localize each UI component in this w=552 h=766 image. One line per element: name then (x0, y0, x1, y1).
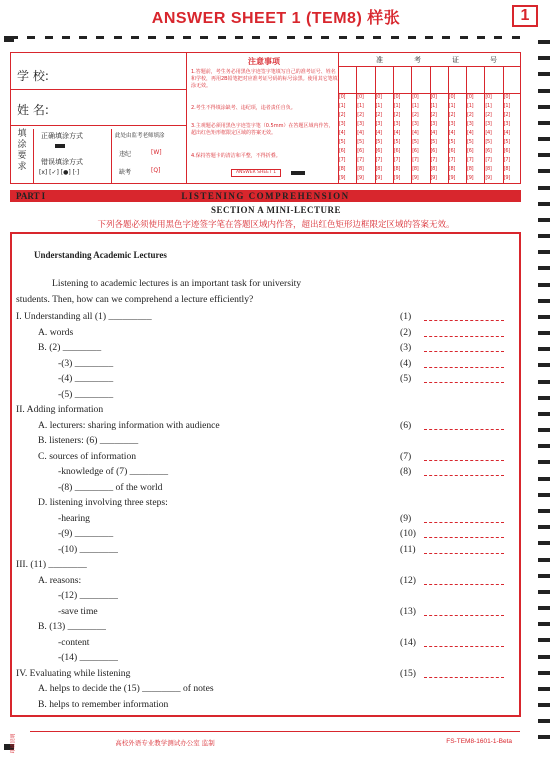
id-digit-bubble[interactable]: [2] (467, 112, 474, 118)
violation-bubble[interactable]: [W] (151, 149, 162, 156)
timing-mark (538, 72, 550, 76)
id-digit-column (467, 93, 485, 183)
answer-number: (13) (400, 605, 416, 617)
outline-line: II. Adding information (16, 404, 104, 415)
id-digit-bubble[interactable]: [6] (339, 148, 346, 154)
id-digit-bubble[interactable]: [3] (503, 121, 510, 127)
id-digit-bubble[interactable]: [4] (357, 130, 364, 136)
timing-mark (538, 735, 550, 739)
id-digit-bubble[interactable]: [6] (412, 148, 419, 154)
timing-mark (321, 36, 329, 39)
timing-mark (408, 36, 416, 39)
timing-mark (538, 105, 550, 109)
outline-line: -(4) ________ (58, 373, 114, 384)
timing-mark (538, 622, 550, 626)
notice-item-3: 3.主观题必须用黑色字迹签字笔（0.5mm）在答题区域内作答，超出红色矩形框限定区域的答案无效。 (191, 123, 334, 136)
sheet-mark (291, 171, 305, 175)
id-digit-bubble[interactable]: [3] (467, 121, 474, 127)
outline-line: -(10) ________ (58, 543, 118, 555)
id-digit-bubble[interactable]: [4] (430, 130, 437, 136)
exam-id-grid (338, 53, 521, 184)
timing-mark (538, 169, 550, 173)
timing-mark (425, 36, 433, 39)
absent-label: 缺考 (119, 169, 132, 176)
absent-bubble[interactable]: [Q] (151, 167, 161, 174)
answer-number: (4) (400, 357, 412, 369)
id-digit-bubble[interactable]: [5] (503, 139, 510, 145)
answer-number: (9) (400, 512, 412, 524)
timing-mark (131, 36, 139, 39)
id-digit-bubble[interactable]: [3] (357, 121, 364, 127)
outline-line: -(5) ________ (58, 388, 114, 400)
id-digit-bubble[interactable]: [3] (393, 121, 401, 127)
id-digit-bubble[interactable]: [4] (485, 130, 492, 136)
outline-line: -content (58, 636, 90, 648)
id-digit-bubble[interactable]: [7] (430, 157, 437, 163)
id-digit-bubble[interactable]: [6] (393, 148, 401, 154)
id-digit-bubble[interactable]: [6] (357, 148, 364, 154)
footer-code: FS-TEM8-1601-1-Beta (446, 738, 512, 745)
timing-mark (62, 36, 70, 39)
id-digit-bubble[interactable]: [7] (339, 157, 346, 163)
timing-mark (538, 412, 550, 416)
part-label: PART I (16, 191, 46, 201)
id-digit-bubble[interactable]: [2] (430, 112, 437, 118)
timing-mark (373, 36, 381, 39)
timing-mark (538, 671, 550, 675)
id-digit-column (394, 93, 412, 183)
answer-instruction: 下列各题必须使用黑色字迹签字笔在答题区域内作答，超出红色矩形边框限定区域的答案无效。 (97, 220, 455, 230)
timing-mark (512, 36, 520, 39)
id-digit-bubble[interactable]: [8] (375, 166, 382, 172)
fill-requirements (11, 127, 186, 184)
answer-number: (3) (400, 342, 412, 353)
id-digit-bubble[interactable]: [1] (375, 103, 382, 109)
id-digit-bubble[interactable]: [8] (503, 166, 510, 172)
footer-side-note: 印刷说明 (10, 733, 17, 754)
timing-mark (538, 396, 550, 400)
outline-line: -(14) ________ (58, 652, 118, 663)
id-digit-bubble[interactable]: [0] (503, 94, 510, 100)
id-digit-bubble[interactable]: [9] (485, 175, 492, 181)
id-digit-bubble[interactable]: [3] (339, 121, 346, 127)
lecture-heading: Understanding Academic Lectures (34, 250, 167, 260)
notice-item-1: 1.答题前，考生务必用黑色字迹签字笔填写自己的准考证号、姓名和学校，再用2B铅笔把对应准考证号码的标号涂黑。使用其它笔填涂无效。 (191, 69, 338, 89)
id-digit-bubble[interactable]: [5] (467, 139, 474, 145)
id-digit-bubble[interactable]: [9] (375, 175, 382, 181)
timing-mark (538, 493, 550, 497)
correct-method-label: 正确填涂方式 (41, 132, 83, 140)
answer-number: (14) (400, 636, 416, 648)
id-digit-bubble[interactable]: [8] (485, 166, 492, 172)
candidate-info-box (10, 52, 521, 184)
timing-mark (538, 331, 550, 335)
answer-blank[interactable] (424, 522, 504, 523)
id-digit-bubble[interactable]: [9] (339, 175, 346, 181)
timing-mark (538, 655, 550, 659)
timing-mark (218, 36, 226, 39)
id-digit-bubble[interactable]: [4] (339, 130, 346, 136)
id-digit-bubble[interactable]: [3] (430, 121, 437, 127)
timing-mark (538, 477, 550, 481)
timing-mark (538, 56, 550, 60)
id-digit-bubble[interactable]: [0] (393, 94, 401, 100)
id-digit-column (339, 93, 357, 183)
id-digit-bubble[interactable]: [8] (448, 166, 455, 172)
id-digit-column (357, 93, 375, 183)
answer-region (10, 232, 521, 717)
timing-mark (538, 315, 550, 319)
timing-mark (538, 121, 550, 125)
id-digit-bubble[interactable]: [8] (339, 166, 346, 172)
answer-sheet-badge: ANSWER SHEET 1 (231, 169, 281, 177)
timing-mark (538, 687, 550, 691)
id-digit-bubble[interactable]: [1] (448, 103, 455, 109)
outline-line: -(3) ________ (58, 357, 114, 369)
answer-number: (1) (400, 311, 412, 322)
timing-mark (538, 89, 550, 93)
outline-line: B. listeners: (6) ________ (38, 435, 139, 446)
timing-mark (538, 719, 550, 723)
timing-mark (538, 444, 550, 448)
id-digit-bubble[interactable]: [1] (339, 103, 346, 109)
wrong-mark-samples: [x] [✓] [●] [·] (39, 169, 80, 176)
id-digit-bubble[interactable]: [9] (503, 175, 510, 181)
corner-mark (4, 36, 14, 42)
id-digit-column (376, 93, 394, 183)
fill-req-label: 填涂要求 (17, 129, 27, 172)
part-header-bar (10, 190, 521, 202)
id-digit-bubble[interactable]: [6] (375, 148, 382, 154)
timing-mark (339, 36, 347, 39)
id-digit-bubble[interactable]: [4] (393, 130, 401, 136)
answer-number: (11) (400, 543, 416, 555)
id-digit-bubble[interactable]: [5] (448, 139, 455, 145)
part-title: LISTENING COMPREHENSION (181, 191, 350, 201)
id-digit-bubble[interactable]: [2] (375, 112, 382, 118)
id-digit-bubble[interactable]: [2] (485, 112, 492, 118)
id-header-2: 考 (414, 56, 421, 64)
correct-mark-sample (55, 144, 65, 148)
id-digit-bubble[interactable]: [7] (448, 157, 455, 163)
timing-mark (538, 40, 550, 44)
id-digit-bubble[interactable]: [0] (375, 94, 382, 100)
section-title: SECTION A MINI-LECTURE (210, 205, 342, 215)
id-digit-bubble[interactable]: [9] (357, 175, 364, 181)
outline-line: -knowledge of (7) ________ (58, 466, 169, 477)
id-digit-bubble[interactable]: [7] (412, 157, 419, 163)
id-digit-bubble[interactable]: [6] (448, 148, 455, 154)
id-digit-bubble[interactable]: [3] (412, 121, 419, 127)
id-digit-bubble[interactable]: [1] (357, 103, 364, 109)
timing-mark (460, 36, 468, 39)
id-digit-bubble[interactable]: [8] (467, 166, 474, 172)
answer-number: (6) (400, 419, 412, 431)
timing-mark (538, 638, 550, 642)
id-digit-bubble[interactable]: [0] (485, 94, 492, 100)
id-digit-bubble[interactable]: [1] (467, 103, 474, 109)
id-digit-bubble[interactable]: [6] (503, 148, 510, 154)
timing-mark (538, 509, 550, 513)
answer-blank[interactable] (424, 646, 504, 647)
id-digit-bubble[interactable]: [7] (503, 157, 510, 163)
timing-mark (538, 137, 550, 141)
outline-line: III. (11) ________ (16, 559, 87, 570)
answer-blank[interactable] (424, 537, 504, 538)
timing-mark (27, 36, 35, 39)
answer-number: (12) (400, 574, 416, 586)
id-digit-column (485, 93, 503, 183)
id-digit-bubble[interactable]: [9] (393, 175, 401, 181)
id-digit-column (504, 93, 522, 183)
timing-mark (166, 36, 174, 39)
id-digit-bubble[interactable]: [3] (448, 121, 455, 127)
id-digit-bubble[interactable]: [2] (503, 112, 510, 118)
id-digit-column (412, 93, 430, 183)
answer-blank[interactable] (424, 615, 504, 616)
id-digit-bubble[interactable]: [8] (430, 166, 437, 172)
outline-line: A. words (38, 326, 74, 338)
id-digit-bubble[interactable]: [1] (393, 103, 401, 109)
timing-mark (538, 363, 550, 367)
timing-mark (287, 36, 295, 39)
id-digit-bubble[interactable]: [1] (485, 103, 492, 109)
notice-item-4: 4.保持答题卡的清洁和平整，不得折叠。 (191, 153, 281, 159)
timing-mark (538, 380, 550, 384)
outline-line: -hearing (58, 512, 90, 524)
timing-mark (304, 36, 312, 39)
timing-mark (538, 347, 550, 351)
answer-blank[interactable] (424, 351, 504, 352)
outline-line: B. (2) ________ (38, 342, 102, 353)
id-digit-bubble[interactable]: [2] (393, 112, 401, 118)
id-digit-bubble[interactable]: [1] (412, 103, 419, 109)
timing-mark (538, 541, 550, 545)
sheet-number: 1 (512, 5, 538, 27)
id-digit-bubble[interactable]: [5] (393, 139, 401, 145)
id-digit-bubble[interactable]: [4] (503, 130, 510, 136)
answer-number: (15) (400, 667, 416, 679)
id-digit-bubble[interactable]: [9] (448, 175, 455, 181)
proctor-title: 此处由监考老师填涂 (115, 133, 165, 139)
outline-line: A. lecturers: sharing information with audience (38, 419, 220, 431)
sheet-title: ANSWER SHEET 1 (TEM8) 样张 (151, 10, 401, 27)
id-header-4: 号 (490, 56, 497, 64)
id-digit-bubble[interactable]: [5] (485, 139, 492, 145)
answer-number: (7) (400, 450, 412, 462)
timing-mark (45, 36, 53, 39)
outline-line: -(12) ________ (58, 590, 118, 601)
id-digit-bubble[interactable]: [2] (339, 112, 346, 118)
id-digit-bubble[interactable]: [5] (339, 139, 346, 145)
outline-line: B. (13) ________ (38, 621, 106, 632)
timing-mark (235, 36, 243, 39)
timing-mark (538, 574, 550, 578)
timing-marks-top (10, 36, 520, 41)
timing-mark (538, 460, 550, 464)
id-digit-bubble[interactable]: [2] (448, 112, 455, 118)
answer-blank[interactable] (424, 367, 504, 368)
id-digit-bubble[interactable]: [8] (357, 166, 364, 172)
id-digit-bubble[interactable]: [7] (393, 157, 401, 163)
id-digit-bubble[interactable]: [9] (430, 175, 437, 181)
id-digit-bubble[interactable]: [4] (375, 130, 382, 136)
lecture-intro-1: Listening to academic lectures is an important task for university (52, 278, 302, 289)
outline-line: B. helps to remember information (38, 698, 169, 710)
name-label: 姓 名: (17, 103, 49, 117)
violation-label: 违纪 (119, 151, 132, 158)
timing-mark (269, 36, 277, 39)
timing-mark (538, 299, 550, 303)
outline-line: IV. Evaluating while listening (16, 667, 131, 679)
id-digit-bubble[interactable]: [7] (485, 157, 492, 163)
timing-mark (538, 606, 550, 610)
answer-blank[interactable] (424, 460, 504, 461)
id-digit-bubble[interactable]: [7] (467, 157, 474, 163)
timing-mark (538, 703, 550, 707)
answer-number: (5) (400, 373, 412, 384)
timing-mark (477, 36, 485, 39)
timing-mark (538, 250, 550, 254)
answer-number: (8) (400, 466, 412, 477)
timing-mark (538, 266, 550, 270)
outline-line: C. sources of information (38, 450, 137, 462)
notice-item-2: 2.考生不得填涂缺考、违纪项，违者责任自负。 (191, 105, 296, 111)
outline-line: -(9) ________ (58, 528, 114, 539)
id-digit-bubble[interactable]: [9] (412, 175, 419, 181)
timing-mark (96, 36, 104, 39)
id-digit-bubble[interactable]: [5] (430, 139, 437, 145)
timing-mark (538, 283, 550, 287)
id-digit-bubble[interactable]: [0] (357, 94, 364, 100)
answer-blank[interactable] (424, 336, 504, 337)
timing-mark (538, 153, 550, 157)
id-digit-bubble[interactable]: [1] (503, 103, 510, 109)
wrong-method-label: 错误填涂方式 (41, 158, 83, 166)
outline-line: -(8) ________ of the world (58, 481, 163, 493)
answer-blank[interactable] (424, 677, 504, 678)
id-digit-bubble[interactable]: [5] (357, 139, 364, 145)
outline-line: A. helps to decide the (15) ________ of notes (38, 683, 214, 694)
id-digit-column (431, 93, 449, 183)
timing-mark (538, 428, 550, 432)
timing-mark (114, 36, 122, 39)
id-digit-bubble[interactable]: [6] (485, 148, 492, 154)
timing-mark (538, 558, 550, 562)
id-digit-bubble[interactable]: [0] (467, 94, 474, 100)
id-header-3: 证 (452, 56, 459, 64)
id-digit-bubble[interactable]: [5] (412, 139, 419, 145)
outline-line: A. reasons: (38, 574, 82, 586)
answer-blank[interactable] (424, 553, 504, 554)
notice-title: 注意事项 (248, 57, 280, 66)
answer-blank[interactable] (424, 320, 504, 321)
footer-rule (30, 731, 520, 732)
id-digit-bubble[interactable]: [0] (430, 94, 437, 100)
timing-mark (183, 36, 191, 39)
timing-mark (148, 36, 156, 39)
timing-mark (494, 36, 502, 39)
id-digit-bubble[interactable]: [2] (357, 112, 364, 118)
id-digit-bubble[interactable]: [0] (412, 94, 419, 100)
timing-mark (200, 36, 208, 39)
id-digit-bubble[interactable]: [8] (393, 166, 401, 172)
id-digit-bubble[interactable]: [6] (430, 148, 437, 154)
id-digit-bubble[interactable]: [0] (339, 94, 346, 100)
answer-blank[interactable] (424, 429, 504, 430)
outline-line: D. listening involving three steps: (38, 497, 168, 508)
id-digit-bubble[interactable]: [4] (412, 130, 419, 136)
answer-number: (10) (400, 528, 416, 539)
id-digit-bubble[interactable]: [6] (467, 148, 474, 154)
id-digit-column (449, 93, 467, 183)
id-digit-bubble[interactable]: [9] (467, 175, 474, 181)
answer-blank[interactable] (424, 584, 504, 585)
id-digit-bubble[interactable]: [3] (375, 121, 382, 127)
id-digit-bubble[interactable]: [1] (430, 103, 437, 109)
answer-blank[interactable] (424, 475, 504, 476)
footer-office: 高校外语专业教学测试办公室 监制 (115, 739, 215, 747)
timing-mark (538, 186, 550, 190)
timing-mark (442, 36, 450, 39)
timing-mark (356, 36, 364, 39)
answer-number: (2) (400, 326, 412, 338)
timing-marks-side (538, 40, 550, 740)
id-digit-bubble[interactable]: [3] (485, 121, 492, 127)
timing-mark (538, 234, 550, 238)
id-digit-bubble[interactable]: [7] (357, 157, 364, 163)
lecture-intro-2: students. Then, how can we comprehend a lecture efficiently? (16, 294, 254, 305)
id-digit-bubble[interactable]: [0] (448, 94, 455, 100)
id-digit-bubble[interactable]: [8] (412, 166, 419, 172)
timing-mark (79, 36, 87, 39)
id-digit-bubble[interactable]: [5] (375, 139, 382, 145)
id-digit-bubble[interactable]: [7] (375, 157, 382, 163)
timing-mark (538, 590, 550, 594)
id-digit-bubble[interactable]: [2] (412, 112, 419, 118)
timing-mark (391, 36, 399, 39)
school-label: 学 校: (17, 69, 49, 83)
timing-mark (252, 36, 260, 39)
outline-line: -save time (58, 605, 98, 617)
id-header-1: 准 (376, 56, 383, 64)
timing-mark (538, 525, 550, 529)
id-digit-bubble[interactable]: [4] (467, 130, 474, 136)
answer-blank[interactable] (424, 382, 504, 383)
outline-line: I. Understanding all (1) _________ (16, 311, 152, 322)
id-digit-bubble[interactable]: [4] (448, 130, 455, 136)
